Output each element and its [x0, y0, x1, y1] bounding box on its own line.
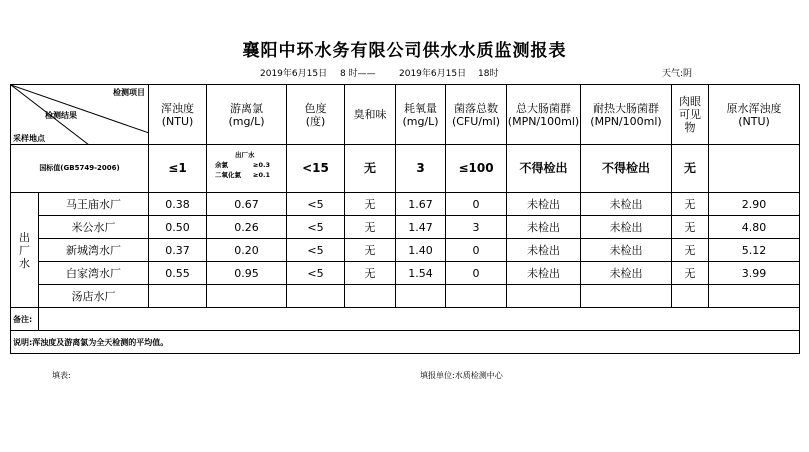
group-label-outlet-water: 出 厂 水 [11, 193, 39, 308]
diagonal-header-cell [11, 85, 149, 145]
standard-label: 国标值(GB5749-2006) [11, 145, 149, 193]
cell-oxygen: 1.67 [396, 193, 446, 216]
time-start: 8 时—— [340, 69, 376, 79]
cell-odor: 无 [345, 262, 396, 285]
standard-odor: 无 [345, 145, 396, 193]
cell-thermo-coliform: 未检出 [581, 239, 672, 262]
cell-chlorine: 0.67 [207, 193, 287, 216]
cell-odor [345, 285, 396, 308]
cell-color: <5 [287, 193, 345, 216]
weather: 天气:阴 [662, 69, 693, 79]
cell-odor: 无 [345, 216, 396, 239]
site-name: 米公水厂 [39, 216, 149, 239]
date-start: 2019年6月15日 [260, 69, 328, 79]
cell-turbidity: 0.37 [149, 239, 207, 262]
cell-coliform: 未检出 [507, 193, 581, 216]
site-name: 马王庙水厂 [39, 193, 149, 216]
cell-turbidity: 0.55 [149, 262, 207, 285]
col-header-free-chlorine: 游离氯 (mg/L) [207, 85, 287, 145]
site-name: 白家湾水厂 [39, 262, 149, 285]
cell-coliform [507, 285, 581, 308]
cell-color: <5 [287, 262, 345, 285]
cell-color [287, 285, 345, 308]
cell-colony [446, 285, 507, 308]
water-quality-table [10, 84, 800, 354]
cell-colony: 0 [446, 262, 507, 285]
explanation-text: 说明:浑浊度及游离氯为全天检测的平均值。 [11, 331, 800, 354]
standard-visible: 无 [672, 145, 709, 193]
cell-oxygen: 1.40 [396, 239, 446, 262]
header-row [11, 85, 800, 145]
cell-chlorine [207, 285, 287, 308]
time-end: 18时 [478, 69, 499, 79]
table-row [11, 285, 800, 308]
cell-oxygen [396, 285, 446, 308]
standard-coliform: 不得检出 [507, 145, 581, 193]
cell-colony: 3 [446, 216, 507, 239]
col-header-colony: 菌落总数 (CFU/ml) [446, 85, 507, 145]
date-end: 2019年6月15日 [399, 69, 467, 79]
diag-label-sites: 采样地点 [13, 134, 45, 143]
diag-label-items: 检测项目 [113, 88, 145, 97]
cell-colony: 0 [446, 239, 507, 262]
cell-oxygen: 1.54 [396, 262, 446, 285]
col-header-thermo-coliform: 耐热大肠菌群 (MPN/100ml) [581, 85, 672, 145]
cell-thermo-coliform [581, 285, 672, 308]
col-header-color: 色度 (度) [287, 85, 345, 145]
cell-visible: 无 [672, 239, 709, 262]
cell-thermo-coliform: 未检出 [581, 262, 672, 285]
cell-colony: 0 [446, 193, 507, 216]
standard-oxygen: 3 [396, 145, 446, 193]
cell-turbidity [149, 285, 207, 308]
cell-raw-turbidity: 3.99 [709, 262, 800, 285]
cell-visible: 无 [672, 216, 709, 239]
cell-thermo-coliform: 未检出 [581, 193, 672, 216]
remarks-content [39, 308, 800, 331]
standard-thermo-coliform: 不得检出 [581, 145, 672, 193]
cell-color: <5 [287, 239, 345, 262]
standard-raw [709, 145, 800, 193]
cell-raw-turbidity: 2.90 [709, 193, 800, 216]
cell-visible: 无 [672, 193, 709, 216]
table-row [11, 216, 800, 239]
cell-thermo-coliform: 未检出 [581, 216, 672, 239]
standard-chlorine: 出厂水 余氯 ≥0.3 二氧化氯 ≥0.1 [207, 145, 287, 193]
cell-coliform: 未检出 [507, 239, 581, 262]
report-title: 襄阳中环水务有限公司供水水质监测报表 [242, 41, 567, 61]
cell-oxygen: 1.47 [396, 216, 446, 239]
col-header-visible: 肉眼 可见 物 [672, 85, 709, 145]
cell-coliform: 未检出 [507, 262, 581, 285]
standard-colony: ≤100 [446, 145, 507, 193]
col-header-raw-turbidity: 原水浑浊度 (NTU) [709, 85, 800, 145]
cell-raw-turbidity [709, 285, 800, 308]
footer-unit: 填报单位:水质检测中心 [420, 371, 503, 380]
standard-turbidity: ≤1 [149, 145, 207, 193]
diag-label-results: 检测结果 [45, 111, 77, 120]
standard-row [11, 145, 800, 193]
cell-chlorine: 0.20 [207, 239, 287, 262]
cell-color: <5 [287, 216, 345, 239]
cell-visible: 无 [672, 262, 709, 285]
cell-visible [672, 285, 709, 308]
cell-odor: 无 [345, 239, 396, 262]
remarks-label: 备注: [11, 308, 39, 331]
remarks-row [11, 308, 800, 331]
table-row [11, 193, 800, 216]
site-name: 新城湾水厂 [39, 239, 149, 262]
footer-filled-by: 填表: [52, 371, 71, 380]
cell-chlorine: 0.95 [207, 262, 287, 285]
cell-raw-turbidity: 5.12 [709, 239, 800, 262]
cell-turbidity: 0.38 [149, 193, 207, 216]
table-row [11, 239, 800, 262]
site-name: 汤店水厂 [39, 285, 149, 308]
cell-turbidity: 0.50 [149, 216, 207, 239]
col-header-turbidity: 浑浊度 (NTU) [149, 85, 207, 145]
cell-chlorine: 0.26 [207, 216, 287, 239]
col-header-coliform: 总大肠菌群 (MPN/100ml) [507, 85, 581, 145]
standard-color: <15 [287, 145, 345, 193]
cell-raw-turbidity: 4.80 [709, 216, 800, 239]
col-header-oxygen: 耗氧量 (mg/L) [396, 85, 446, 145]
explanation-row [11, 331, 800, 354]
cell-odor: 无 [345, 193, 396, 216]
cell-coliform: 未检出 [507, 216, 581, 239]
col-header-odor: 臭和味 [345, 85, 396, 145]
table-row [11, 262, 800, 285]
